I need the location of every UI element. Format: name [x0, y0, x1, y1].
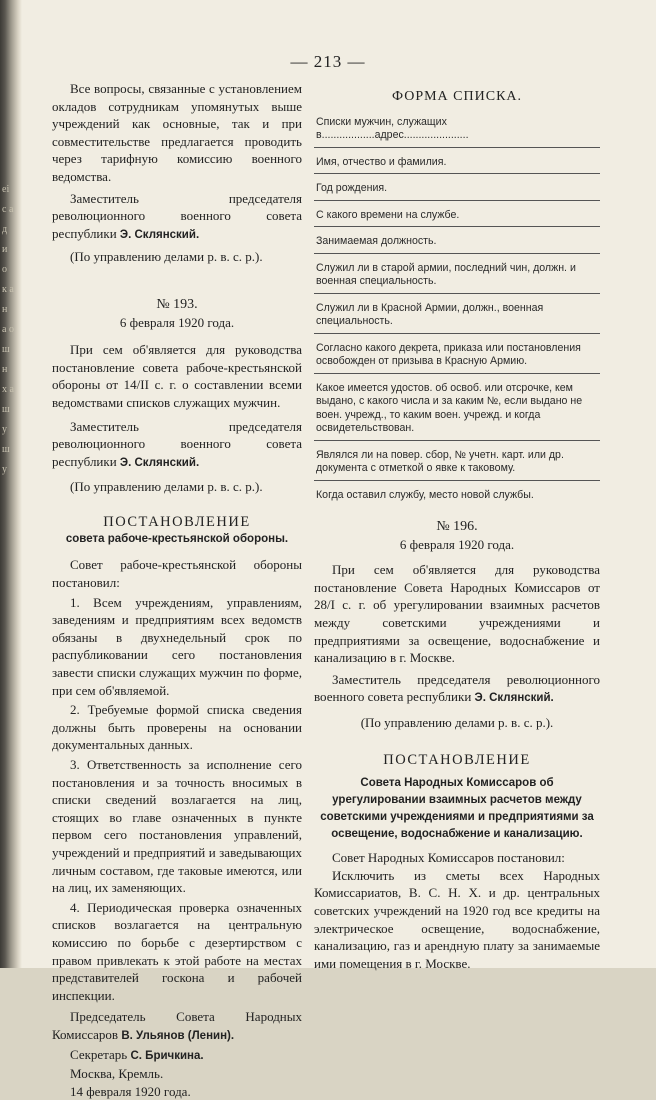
secretary-signature — [52, 1046, 302, 1066]
form-field: Год рождения. — [314, 180, 600, 201]
doc-193-note: (По управлению делами р. в. с. р.). — [70, 479, 263, 495]
resolution-heading: ПОСТАНОВЛЕНИЕ — [103, 513, 251, 530]
form-field: Списки мужчин, служащих в..................адрес...................... — [314, 114, 600, 148]
resolution-2-text: Исключить из сметы всех Народных Комиссариатов, В. С. Н. Х. и др. центральных советских учреждений на 1920 год все кредиты на электрическое освещение, водоснабжение, канализацию, газ и арендную плату за занимаемые ими помещения в г. Москве. — [314, 867, 600, 971]
chairman-name: В. Ульянов (Ленин). — [121, 1029, 235, 1042]
doc-196-note: (По управлению делами р. в. с. р.). — [360, 715, 554, 731]
form-field: Согласно какого декрета, приказа или постановления освобожден от призыва в Красную Армию. — [314, 340, 600, 374]
doc-196-signature-name: Э. Склянский. — [474, 692, 554, 705]
form-title: ФОРМА СПИСКА. — [391, 89, 523, 104]
left-column — [52, 80, 302, 1100]
doc-193-number: № 193. — [156, 296, 198, 312]
form-field: Служил ли в Красной Армии, должн., военная специальность. — [314, 300, 600, 334]
margin-bleed-text: ei с а д и о к а н а о ш н х а ш у ш у — [2, 184, 14, 475]
secretary-name: С. Бричкина. — [130, 1049, 204, 1062]
resolution-item: 4. Периодическая проверка означенных списков возлагается на центральную комиссию по борьбе с дезертирством с правом привлекать к этой работе на местах представителей госкона и рабочей инспекции. — [52, 899, 302, 1003]
resolution-item: 2. Требуемые формой списка сведения должны быть проверены на основании документальных данных. — [52, 702, 302, 753]
doc-193-date: 6 февраля 1920 года. — [119, 314, 235, 330]
doc-196-signature — [314, 671, 600, 708]
doc-196-text: При сем об'является для руководства постановление Совета Народных Комиссаров от 28/I с. г. об урегулировании взаимных расчетов между советскими учреждениями и предприятиями за освещение, водоснабжение и канализацию в г. Москве. — [314, 562, 600, 666]
intro-paragraph: Все вопросы, связанные с установлением окладов сотрудникам упомянутых выше учреждений как основные, так и при совместительстве предлагается проводить через тарифную комиссию военного ведомства. — [52, 81, 302, 184]
resolution-subheading: совета рабоче-крестьянской обороны. — [65, 533, 289, 546]
doc-193-signature-name: Э. Склянский. — [119, 456, 200, 469]
doc-196-number: № 196. — [436, 519, 478, 535]
signature-1-title: Заместитель председателя революционного военного совета республики — [52, 190, 302, 241]
form-field: Являлся ли на повер. сбор, № учетн. карт. или др. документа с отметкой о явке к таковому. — [314, 447, 600, 481]
chairman-title: Председатель Совета Народных Комиссаров — [52, 1009, 302, 1042]
form-field: Когда оставил службу, место новой службы. — [316, 488, 534, 501]
doc-193-signature — [52, 418, 302, 473]
doc-196-date: 6 февраля 1920 года. — [399, 536, 515, 552]
signature-1-name: Э. Склянский. — [119, 228, 200, 241]
note-1: (По управлению делами р. в. с. р.). — [70, 249, 263, 265]
resolution-item: 1. Всем учреждениям, управлениям, заведениям и предприятиям всех ведомств обязаны в двухнедельный срок по распубликовании сего постановления завести списки служащих мужчин по форме, при сем об'являемой. — [52, 594, 302, 698]
form-field: Занимаемая должность. — [314, 233, 600, 254]
right-column — [314, 88, 600, 972]
form-field: Служил ли в старой армии, последний чин, должн. и военная специальность. — [314, 260, 600, 294]
doc-193-text: При сем об'является для руководства постановление совета рабоче-крестьянской обороны от 14/II с. г. о составлении всеми ведомствами списков служащих мужчин. — [52, 342, 302, 410]
secretary-title: Секретарь — [70, 1046, 128, 1062]
resolution-place: Москва, Кремль. — [70, 1066, 164, 1082]
chairman-signature — [52, 1008, 302, 1045]
resolution-item: 3. Ответственность за исполнение сего постановления и за точность вносимых в списки сведений возлагается на лиц, стоящих во главе означенных в пункте первом сего постановления управлений, учреждений и предприятий и заведывающих личным составом, где таковые имеются, или на лиц, их заменяющих. — [52, 757, 302, 896]
page-number: — 213 — — [290, 52, 366, 71]
form-field: С какого времени на службе. — [314, 207, 600, 228]
resolution-2-heading: ПОСТАНОВЛЕНИЕ — [383, 751, 531, 768]
resolution-2-subheading: Совета Народных Комиссаров об урегулировании взаимных расчетов между советскими учреждениями и предприятиями за освещение, водоснабжение и канализацию. — [320, 777, 594, 841]
resolution-2-preamble: Совет Народных Комиссаров постановил: — [332, 850, 565, 866]
form-field: Какое имеется удостов. об освоб. или отсрочке, кем выдано, с какого числа и за каким №, если выдано не воен. учрежд., то каким воен. учрежд. и когда освидетельствован. — [314, 380, 600, 441]
resolution-preamble: Совет рабоче-крестьянской обороны постановил: — [52, 557, 302, 591]
signature-1 — [52, 190, 302, 245]
doc-193-signature-title: Заместитель председателя революционного военного совета республики — [52, 418, 302, 469]
book-spine-shadow — [0, 0, 22, 968]
doc-196-signature-title: Заместитель председателя революционного военного совета республики — [314, 671, 600, 705]
form-field: Имя, отчество и фамилия. — [314, 154, 600, 175]
resolution-date: 14 февраля 1920 года. — [70, 1083, 191, 1099]
